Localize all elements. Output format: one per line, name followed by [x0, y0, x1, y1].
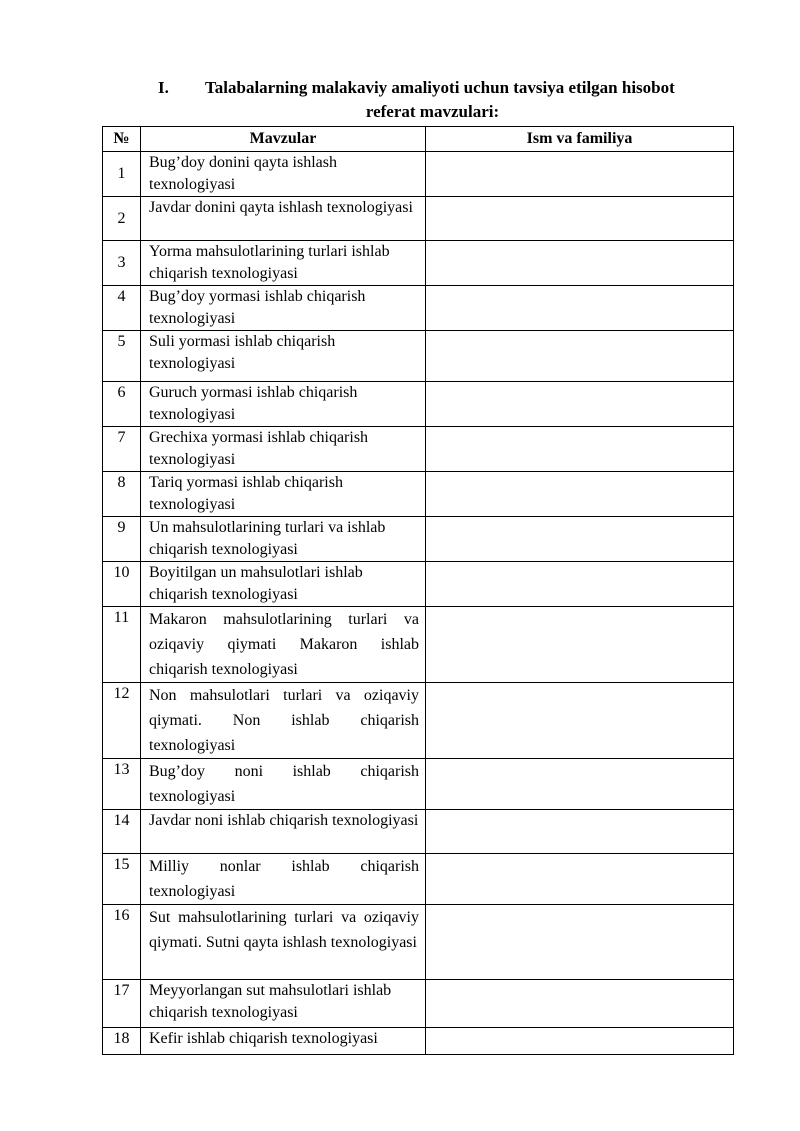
row-topic: Tariq yormasi ishlab chiqarish texnologiyasi: [141, 472, 426, 517]
row-topic: Javdar noni ishlab chiqarish texnologiyasi: [141, 810, 426, 854]
table-row: [103, 810, 734, 854]
row-name-cell[interactable]: [426, 759, 734, 810]
table-header-row: [103, 127, 734, 152]
table-row: [103, 152, 734, 197]
row-name-cell[interactable]: [426, 286, 734, 331]
section-title-line2: referat mavzulari:: [365, 102, 500, 121]
row-name-cell[interactable]: [426, 683, 734, 759]
row-number: 18: [103, 1028, 141, 1055]
row-number: 2: [103, 197, 141, 241]
section-title-line1: Talabalarning malakaviy amaliyoti uchun tavsiya etilgan hisobot: [205, 78, 675, 97]
table-row: [103, 427, 734, 472]
table-row: [103, 980, 734, 1028]
table-row: [103, 854, 734, 905]
header-name: Ism va familiya: [426, 127, 734, 152]
row-name-cell[interactable]: [426, 607, 734, 683]
row-number: 3: [103, 241, 141, 286]
section-number: I.: [158, 78, 169, 97]
table-row: [103, 759, 734, 810]
row-topic: Suli yormasi ishlab chiqarish texnologiyasi: [141, 331, 426, 382]
table-row: [103, 607, 734, 683]
row-topic: Boyitilgan un mahsulotlari ishlab chiqarish texnologiyasi: [141, 562, 426, 607]
row-name-cell[interactable]: [426, 427, 734, 472]
table-row: [103, 562, 734, 607]
row-name-cell[interactable]: [426, 562, 734, 607]
table-row: [103, 241, 734, 286]
row-name-cell[interactable]: [426, 810, 734, 854]
row-topic: Guruch yormasi ishlab chiqarish texnologiyasi: [141, 382, 426, 427]
header-topics: Mavzular: [141, 127, 426, 152]
table-row: [103, 905, 734, 980]
row-number: 1: [103, 152, 141, 197]
row-number: 11: [103, 607, 141, 683]
table-row: [103, 382, 734, 427]
row-number: 7: [103, 427, 141, 472]
row-topic: Bug’doy noni ishlab chiqarish texnologiyasi: [141, 759, 426, 810]
row-name-cell[interactable]: [426, 331, 734, 382]
row-topic: Grechixa yormasi ishlab chiqarish texnologiyasi: [141, 427, 426, 472]
row-topic: Javdar donini qayta ishlash texnologiyasi: [141, 197, 426, 241]
row-name-cell[interactable]: [426, 241, 734, 286]
row-name-cell[interactable]: [426, 905, 734, 980]
row-topic: Kefir ishlab chiqarish texnologiyasi: [141, 1028, 426, 1055]
row-number: 4: [103, 286, 141, 331]
topics-table: [102, 126, 734, 1055]
table-row: [103, 472, 734, 517]
row-number: 8: [103, 472, 141, 517]
row-number: 5: [103, 331, 141, 382]
row-number: 15: [103, 854, 141, 905]
row-topic: Makaron mahsulotlarining turlari va oziqaviy qiymati Makaron ishlab chiqarish texnologiyasi: [141, 607, 426, 683]
row-name-cell[interactable]: [426, 472, 734, 517]
header-number: №: [103, 127, 141, 152]
row-topic: Meyyorlangan sut mahsulotlari ishlab chiqarish texnologiyasi: [141, 980, 426, 1028]
row-topic: Milliy nonlar ishlab chiqarish texnologiyasi: [141, 854, 426, 905]
row-topic: Yorma mahsulotlarining turlari ishlab chiqarish texnologiyasi: [141, 241, 426, 286]
row-number: 9: [103, 517, 141, 562]
table-row: [103, 286, 734, 331]
row-name-cell[interactable]: [426, 152, 734, 197]
row-name-cell[interactable]: [426, 382, 734, 427]
table-row: [103, 517, 734, 562]
row-number: 17: [103, 980, 141, 1028]
row-number: 13: [103, 759, 141, 810]
table-row: [103, 683, 734, 759]
row-name-cell[interactable]: [426, 1028, 734, 1055]
row-name-cell[interactable]: [426, 197, 734, 241]
row-topic: Non mahsulotlari turlari va oziqaviy qiymati. Non ishlab chiqarish texnologiyasi: [141, 683, 426, 759]
row-number: 12: [103, 683, 141, 759]
row-number: 10: [103, 562, 141, 607]
row-topic: Bug’doy yormasi ishlab chiqarish texnologiyasi: [141, 286, 426, 331]
row-topic: Sut mahsulotlarining turlari va oziqaviy qiymati. Sutni qayta ishlash texnologiyasi: [141, 905, 426, 980]
table-row: [103, 331, 734, 382]
row-topic: Un mahsulotlarining turlari va ishlab chiqarish texnologiyasi: [141, 517, 426, 562]
row-name-cell[interactable]: [426, 854, 734, 905]
row-topic: Bug’doy donini qayta ishlash texnologiyasi: [141, 152, 426, 197]
table-row: [103, 197, 734, 241]
row-number: 6: [103, 382, 141, 427]
section-heading: [100, 76, 740, 124]
row-name-cell[interactable]: [426, 517, 734, 562]
row-name-cell[interactable]: [426, 980, 734, 1028]
table-row: [103, 1028, 734, 1055]
row-number: 14: [103, 810, 141, 854]
row-number: 16: [103, 905, 141, 980]
